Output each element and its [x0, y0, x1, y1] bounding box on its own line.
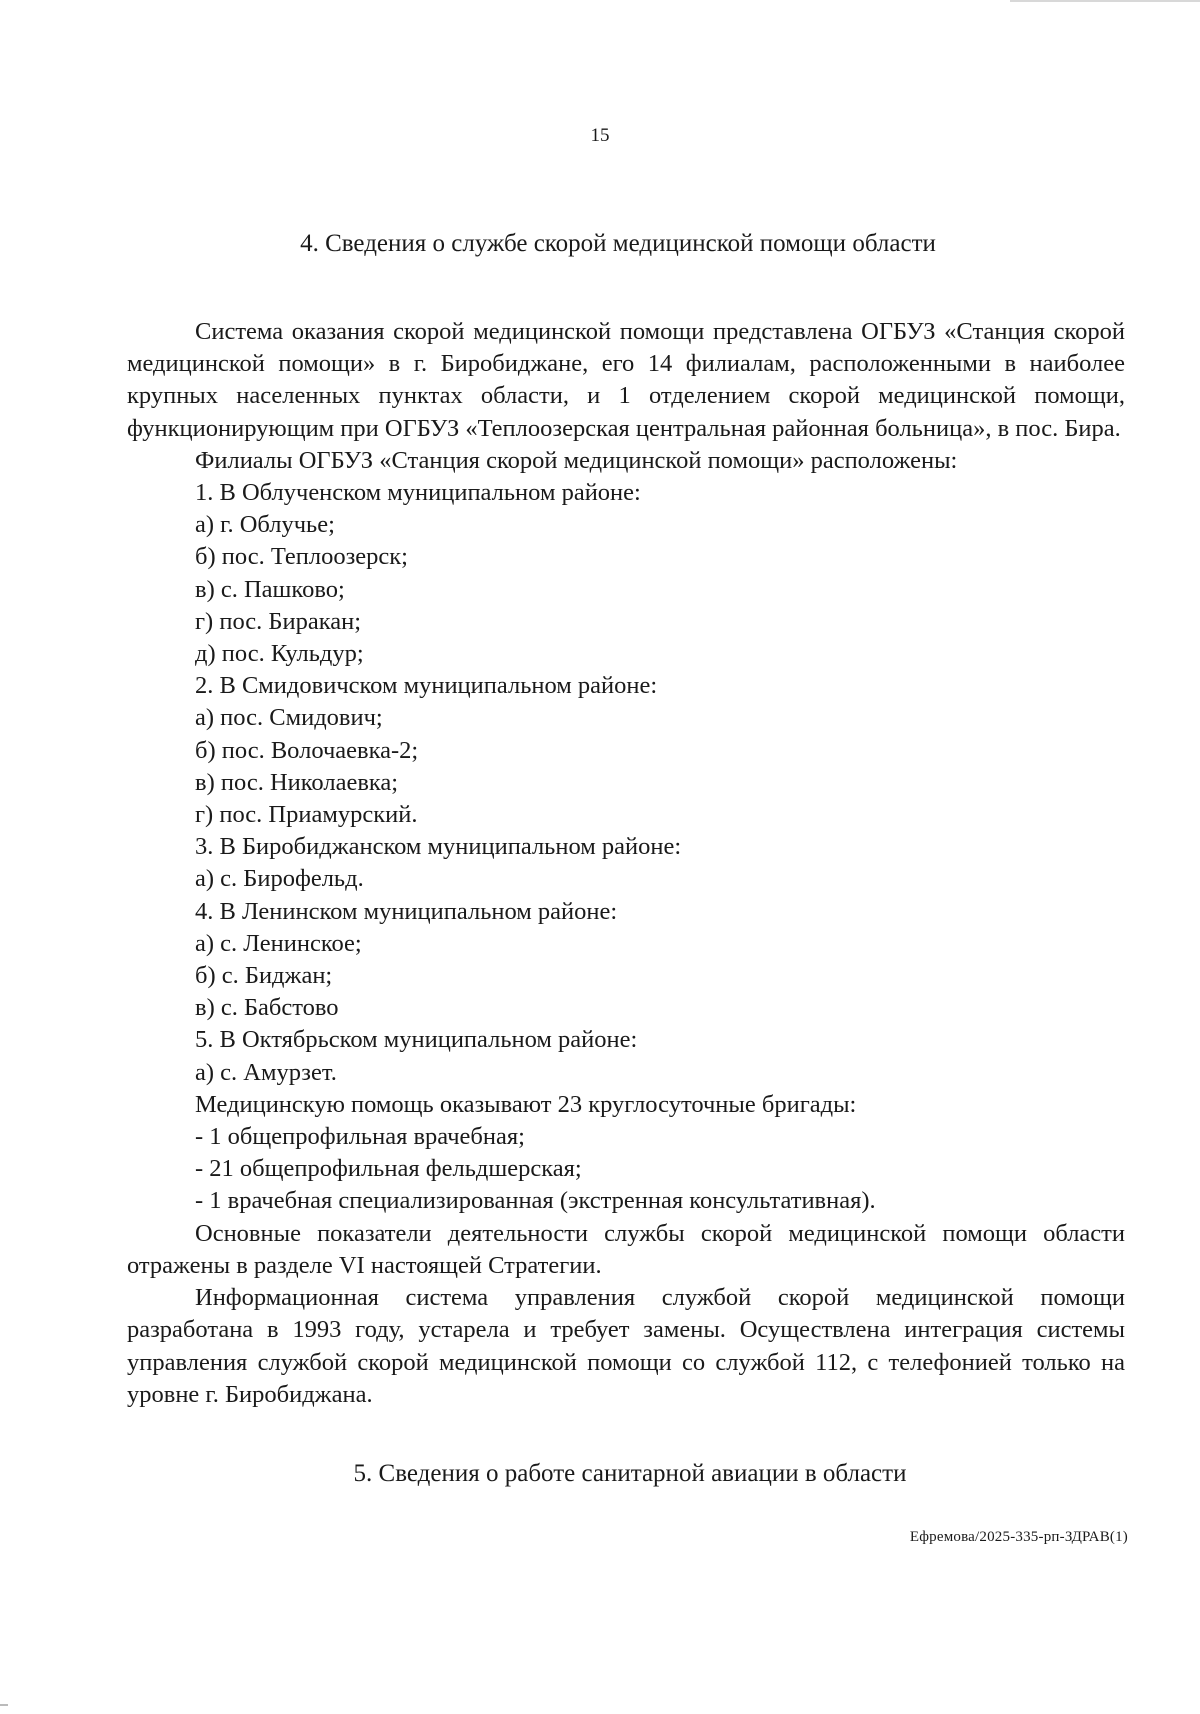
branches-intro: Филиалы ОГБУЗ «Станция скорой медицинской помощи» расположены:: [195, 446, 958, 474]
scan-edge-mark: [1010, 0, 1200, 2]
list-item: - 1 врачебная специализированная (экстренная консультативная).: [195, 1187, 876, 1215]
list-item: - 21 общепрофильная фельдшерская;: [195, 1155, 582, 1183]
list-item: б) пос. Волочаевка-2;: [195, 736, 419, 764]
list-item: д) пос. Кульдур;: [195, 640, 364, 668]
document-footer-code: Ефремова/2025-335-рп-ЗДРАВ(1): [909, 1529, 1128, 1545]
list-item: а) г. Облучье;: [195, 511, 335, 539]
list-item: - 1 общепрофильная врачебная;: [195, 1123, 525, 1151]
list-item: 3. В Биробиджанском муниципальном районе:: [195, 833, 682, 861]
section-4-body: [127, 316, 1125, 1411]
list-item: в) с. Бабстово: [195, 994, 339, 1022]
indicators-paragraph: Основные показатели деятельности службы скорой медицинской помощи области отражены в разделе VI настоящей Стратегии.: [127, 1219, 1125, 1279]
list-item: б) пос. Теплоозерск;: [195, 543, 408, 571]
list-item: 4. В Ленинском муниципальном районе:: [195, 897, 618, 925]
list-item: 5. В Октябрьском муниципальном районе:: [195, 1026, 638, 1054]
branch-list: [127, 477, 1125, 1218]
section-4-title: 4. Сведения о службе скорой медицинской помощи области: [300, 230, 936, 257]
page-number: 15: [590, 125, 610, 146]
list-item: а) с. Амурзет.: [195, 1058, 337, 1086]
list-item: а) пос. Смидович;: [195, 704, 383, 732]
list-item: 1. В Облученском муниципальном районе:: [195, 479, 641, 507]
list-item: а) с. Бирофельд.: [195, 865, 364, 893]
list-item: г) пос. Биракан;: [195, 607, 362, 635]
list-item: Медицинскую помощь оказывают 23 круглосуточные бригады:: [195, 1090, 857, 1118]
list-item: в) с. Пашково;: [195, 575, 345, 603]
list-item: а) с. Ленинское;: [195, 929, 362, 957]
info-system-paragraph: Информационная система управления службой скорой медицинской помощи разработана в 1993 году, устарела и требует замены. Осуществлена интеграция системы управления службой скорой медицинской помощи со службой 112, с телефонией только на уровне г. Биробиджана.: [127, 1284, 1125, 1408]
list-item: б) с. Биджан;: [195, 962, 333, 990]
list-item: в) пос. Николаевка;: [195, 768, 399, 796]
scan-edge-mark-bottom: [0, 1704, 8, 1706]
intro-paragraph: Система оказания скорой медицинской помощи представлена ОГБУЗ «Станция скорой медицинской помощи» в г. Биробиджане, его 14 филиалам, расположенными в наиболее крупных населенных пунктах области, и 1 отделением скорой медицинской помощи, функционирующим при ОГБУЗ «Теплоозерская центральная районная больница», в пос. Бира.: [127, 318, 1125, 442]
list-item: г) пос. Приамурский.: [195, 801, 418, 829]
section-5-title: 5. Сведения о работе санитарной авиации в области: [353, 1460, 907, 1487]
list-item: 2. В Смидовичском муниципальном районе:: [195, 672, 658, 700]
